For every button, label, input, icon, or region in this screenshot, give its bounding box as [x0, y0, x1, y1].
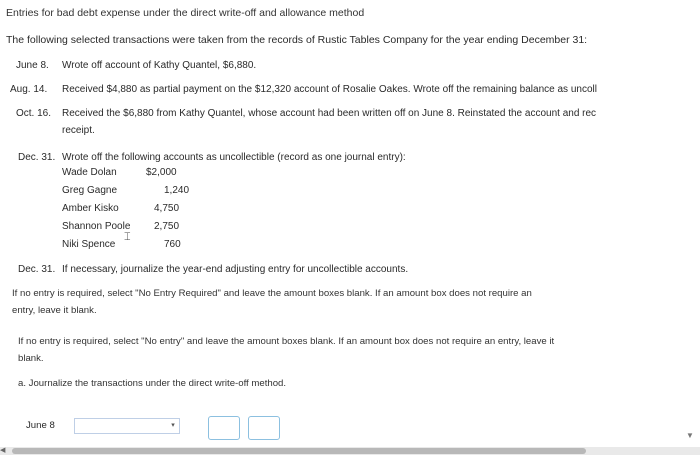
account-select[interactable]: [74, 418, 180, 434]
scroll-down-icon[interactable]: ▼: [686, 431, 694, 440]
text-cursor-icon: ⌶: [124, 231, 131, 243]
account-amount: 2,750: [154, 221, 180, 232]
page-title: Entries for bad debt expense under the direct write-off and allowance method: [6, 7, 365, 19]
chevron-down-icon: ▾: [171, 422, 175, 429]
account-amount: 4,750: [154, 203, 180, 214]
transaction-date: Oct. 16.: [16, 108, 52, 119]
intro-text: The following selected transactions were taken from the records of Rustic Tables Company for the year ending December 31:: [6, 34, 588, 46]
horizontal-scrollbar-thumb[interactable]: [12, 448, 586, 454]
transaction-text: Wrote off account of Kathy Quantel, $6,880.: [62, 60, 257, 71]
transaction-date: Aug. 14.: [10, 84, 48, 95]
transaction-date: Dec. 31.: [18, 152, 56, 163]
transaction-continuation: receipt.: [62, 125, 95, 136]
transaction-text: Received the $6,880 from Kathy Quantel, whose account had been written off on June 8. Reinstated the account and rec: [62, 108, 597, 119]
adjust-text: If necessary, journalize the year-end adjusting entry for uncollectible accounts.: [62, 264, 409, 275]
account-name: Wade Dolan: [62, 167, 117, 178]
instruction-line: entry, leave it blank.: [12, 305, 97, 316]
instruction-line: blank.: [18, 353, 44, 364]
instruction-line: If no entry is required, select "No entry" and leave the amount boxes blank. If an amount box does not require an entry, leave it: [18, 336, 555, 347]
horizontal-scrollbar[interactable]: [0, 447, 700, 455]
account-name: Niki Spence: [62, 239, 116, 250]
account-name: Amber Kisko: [62, 203, 119, 214]
adjust-date: Dec. 31.: [18, 264, 56, 275]
scroll-left-icon[interactable]: ◀: [0, 447, 6, 454]
credit-amount-input[interactable]: [248, 416, 280, 440]
account-amount: $2,000: [146, 167, 177, 178]
journal-date: June 8: [26, 420, 55, 431]
account-name: Greg Gagne: [62, 185, 118, 196]
journal-entry-row: [10, 410, 700, 444]
transaction-text: Wrote off the following accounts as uncollectible (record as one journal entry):: [62, 152, 406, 163]
transaction-date: June 8.: [16, 60, 49, 71]
instruction-line: If no entry is required, select "No Entry Required" and leave the amount boxes blank. If an amount box does not require an: [12, 288, 532, 299]
debit-amount-input[interactable]: [208, 416, 240, 440]
part-a-instruction: a. Journalize the transactions under the direct write-off method.: [18, 378, 287, 389]
transaction-text: Received $4,880 as partial payment on the $12,320 account of Rosalie Oakes. Wrote off the remaining balance as uncoll: [62, 84, 597, 95]
account-amount: 760: [164, 239, 181, 250]
account-amount: 1,240: [164, 185, 190, 196]
account-name: Shannon Poole: [62, 221, 131, 232]
